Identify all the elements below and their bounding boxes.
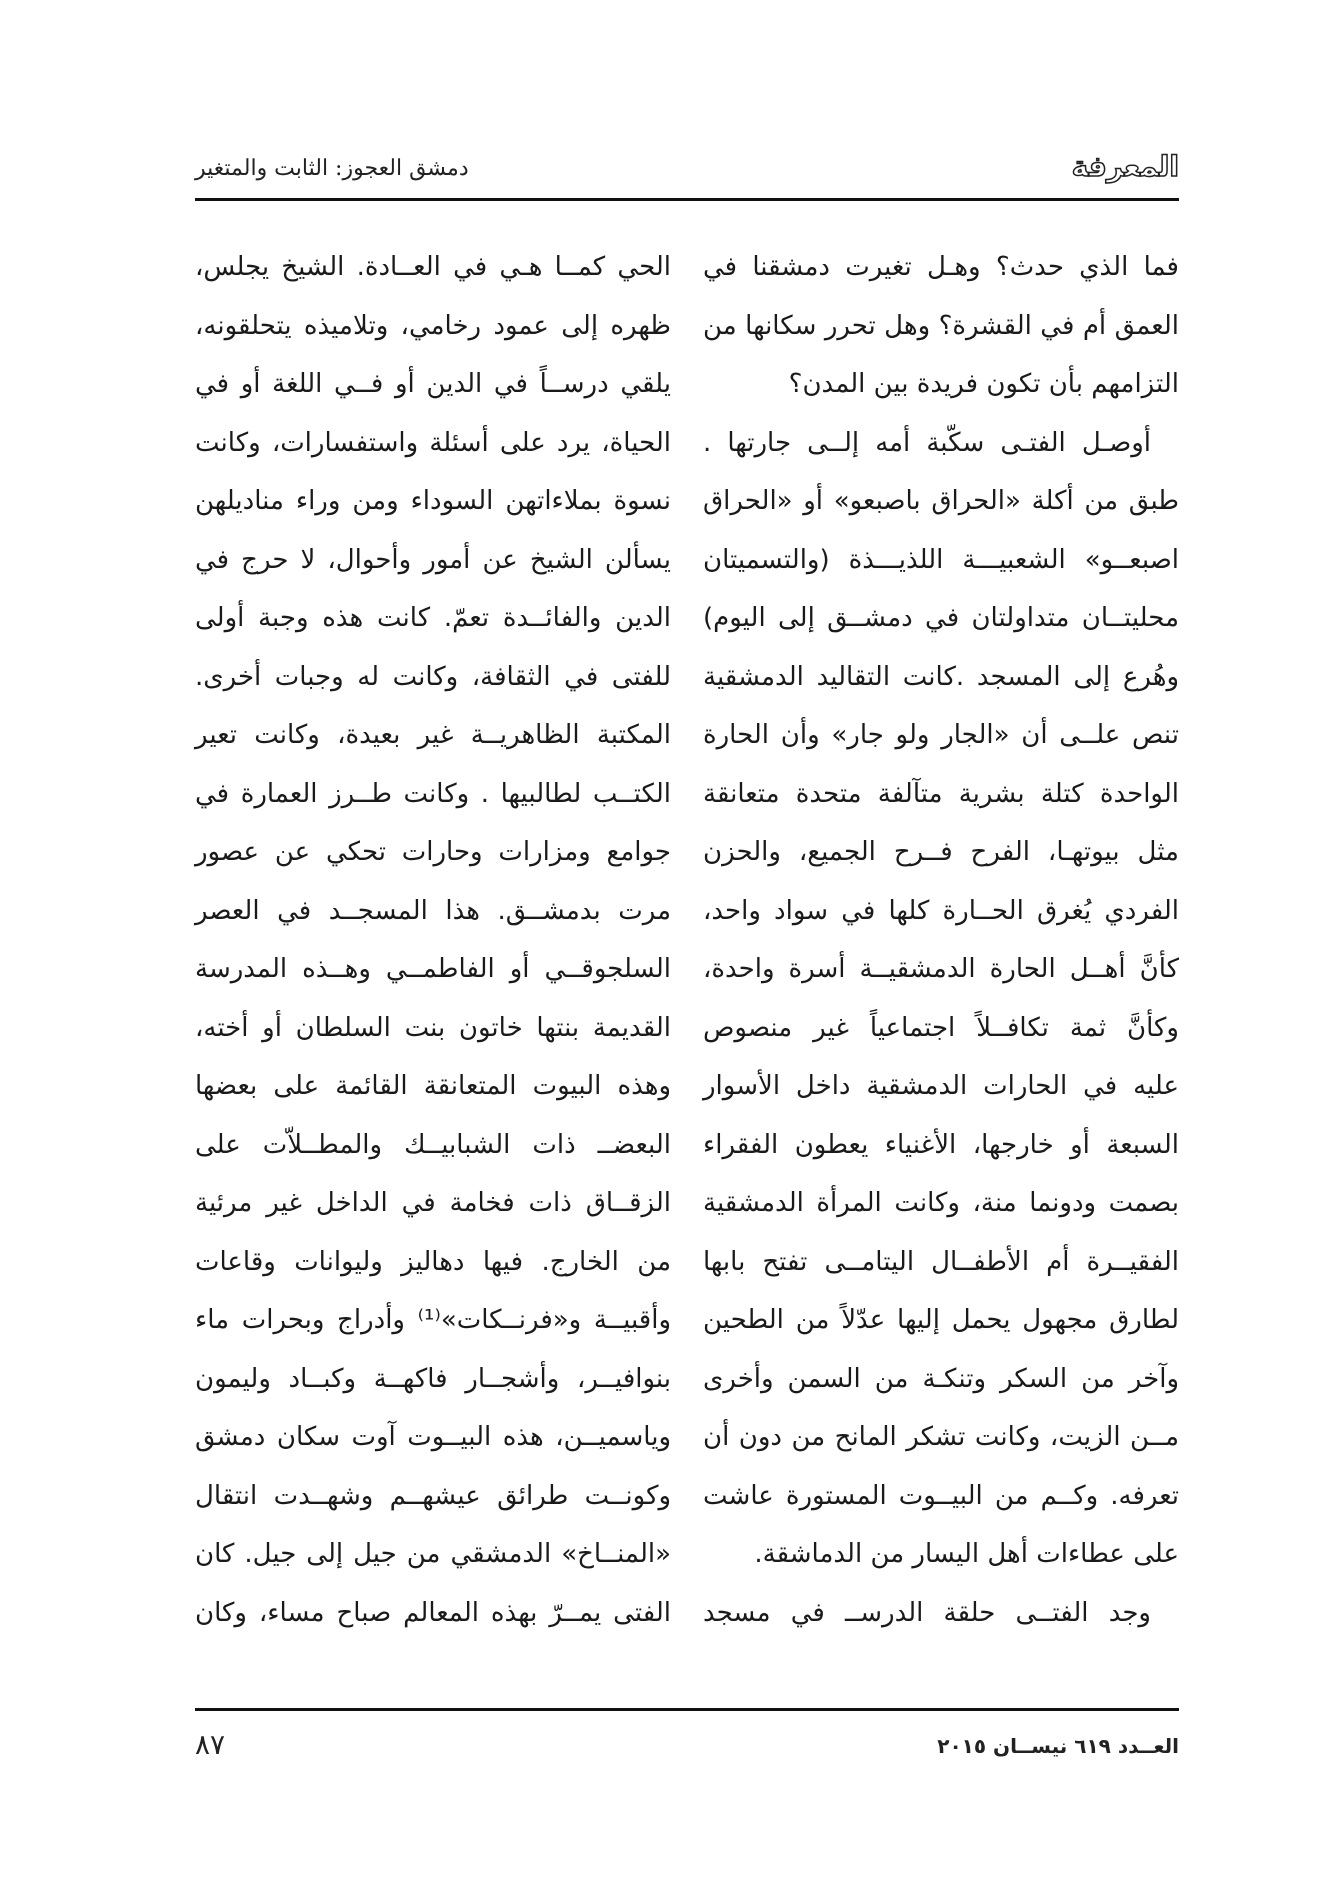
text-line: الدين والفائــدة تعمّ. كانت هذه وجبة أولى [195, 603, 671, 633]
paragraph [703, 1584, 1179, 1643]
text-line: وكأنَّ ثمة تكافــلاً اجتماعياً غير منصوص [703, 1012, 1179, 1043]
text-line: على عطاءات أهل اليسار من الدماشقة. [754, 1539, 1179, 1569]
text-line: المكتبة الظاهريــة غير بعيدة، وكانت تعير [195, 720, 671, 750]
text-line: بصمت ودونما منة، وكانت المرأة الدمشقية [703, 1188, 1179, 1218]
running-title: دمشق العجوز: الثابت والمتغير [195, 156, 469, 181]
text-line: عليه في الحارات الدمشقية داخل الأسوار [703, 1071, 1179, 1101]
page-footer [195, 1728, 1179, 1768]
text-line: الفقيــرة أم الأطفــال اليتامــى تفتح بابها [703, 1246, 1179, 1277]
text-line: مثل بيوتهـا، الفرح فــرح الجميع، والحزن [703, 837, 1179, 867]
text-line: لطارق مجهول يحمل إليها عدّلاً من الطحين [703, 1305, 1179, 1335]
issue-info: العــدد ٦١٩ نيســان ٢٠١٥ [937, 1734, 1179, 1758]
text-line: نسوة بملاءاتهن السوداء ومن وراء مناديلهن [195, 486, 671, 516]
text-line: يلقي درســاً في الدين أو فــي اللغة أو في [195, 369, 671, 399]
text-line: السلجوقــي أو الفاطمــي وهــذه المدرسة [195, 954, 671, 984]
text-line: بنوافيــر، وأشجــار فاكهــة وكبــاد وليمون [195, 1363, 671, 1394]
paragraph [703, 414, 1179, 1584]
paragraph [703, 238, 1179, 414]
text-line: مرت بدمشــق. هذا المسجــد في العصر [195, 895, 671, 926]
text-line: مــن الزيت، وكانت تشكر المانح من دون أن [703, 1422, 1179, 1452]
text-line: الزقــاق ذات فخامة في الداخل غير مرئية [195, 1188, 671, 1218]
text-line: وأقبيــة و«فرنــكات»⁽¹⁾ وأدراج وبحرات ماء [195, 1305, 671, 1335]
text-line: وياسميــن، هذه البيــوت آوت سكان دمشق [195, 1422, 671, 1452]
text-line: طبق من أكلة «الحراق باصبعو» أو «الحراق [703, 486, 1179, 516]
text-line: القديمة بنتها خاتون بنت السلطان أو أخته، [195, 1012, 671, 1043]
text-line: الفتى يمــرّ بهذه المعالم صباح مساء، وكان [195, 1597, 671, 1628]
left-column [195, 238, 671, 1642]
text-line: وهُرع إلى المسجد .كانت التقاليد الدمشقية [703, 661, 1179, 692]
text-line: الحياة، يرد على أسئلة واستفسارات، وكانت [195, 427, 671, 458]
text-line: البعضــ ذات الشبابيــك والمطــلاّت على [195, 1129, 671, 1160]
text-line: الفردي يُغرق الحــارة كلها في سواد واحد، [703, 895, 1179, 926]
text-line: التزامهم بأن تكون فريدة بين المدن؟ [788, 369, 1179, 399]
text-line: تنص علــى أن «الجار ولو جار» وأن الحارة [703, 720, 1179, 750]
text-line: فما الذي حدث؟ وهـل تغيرت دمشقنا في [703, 252, 1179, 282]
page-number: ٨٧ [195, 1728, 226, 1761]
text-line: يسألن الشيخ عن أمور وأحوال، لا حرج في [195, 544, 671, 575]
text-line: للفتى في الثقافة، وكانت له وجبات أخرى. [195, 661, 671, 692]
text-line: كأنَّ أهــل الحارة الدمشقيــة أسرة واحدة، [703, 954, 1179, 984]
magazine-logo: المعرفة [1071, 150, 1179, 183]
right-column [703, 238, 1179, 1642]
text-line: وهذه البيوت المتعانقة القائمة على بعضها [195, 1071, 671, 1101]
text-line: جوامع ومزارات وحارات تحكي عن عصور [195, 837, 671, 867]
text-line: الحي كمــا هـي في العــادة. الشيخ يجلس، [195, 252, 671, 282]
text-line: وآخر من السكر وتنكـة من السمن وأخرى [703, 1363, 1179, 1394]
text-line: من الخارج. فيها دهاليز وليوانات وقاعات [195, 1246, 671, 1277]
text-line: الواحدة كتلة بشرية متآلفة متحدة متعانقة [703, 778, 1179, 809]
text-line: الكتــب لطالبيها . وكانت طــرز العمارة في [195, 778, 671, 809]
text-line: السبعة أو خارجها، الأغنياء يعطون الفقراء [703, 1129, 1179, 1160]
header-rule [195, 198, 1179, 201]
footer-rule [195, 1708, 1179, 1711]
text-line: وكونــت طرائق عيشهــم وشهــدت انتقال [195, 1480, 671, 1511]
text-line: ظهره إلى عمود رخامي، وتلاميذه يتحلقونه، [195, 310, 671, 341]
text-line: محليتــان متداولتان في دمشــق إلى اليوم) [703, 603, 1179, 633]
text-line: أوصـل الفتـى سكّبة أمه إلــى جارتها . [703, 427, 1151, 458]
text-line: «المنــاخ» الدمشقي من جيل إلى جيل. كان [195, 1539, 671, 1569]
text-line: العمق أم في القشرة؟ وهل تحرر سكانها من [703, 310, 1179, 341]
text-line: وجد الفتــى حلقة الدرســ في مسجد [703, 1597, 1151, 1628]
page-header [195, 150, 1179, 190]
text-line: تعرفه. وكــم من البيــوت المستورة عاشت [703, 1480, 1179, 1511]
text-line: اصبعــو» الشعبيـــة اللذيـــذة (والتسميتان [703, 544, 1179, 575]
